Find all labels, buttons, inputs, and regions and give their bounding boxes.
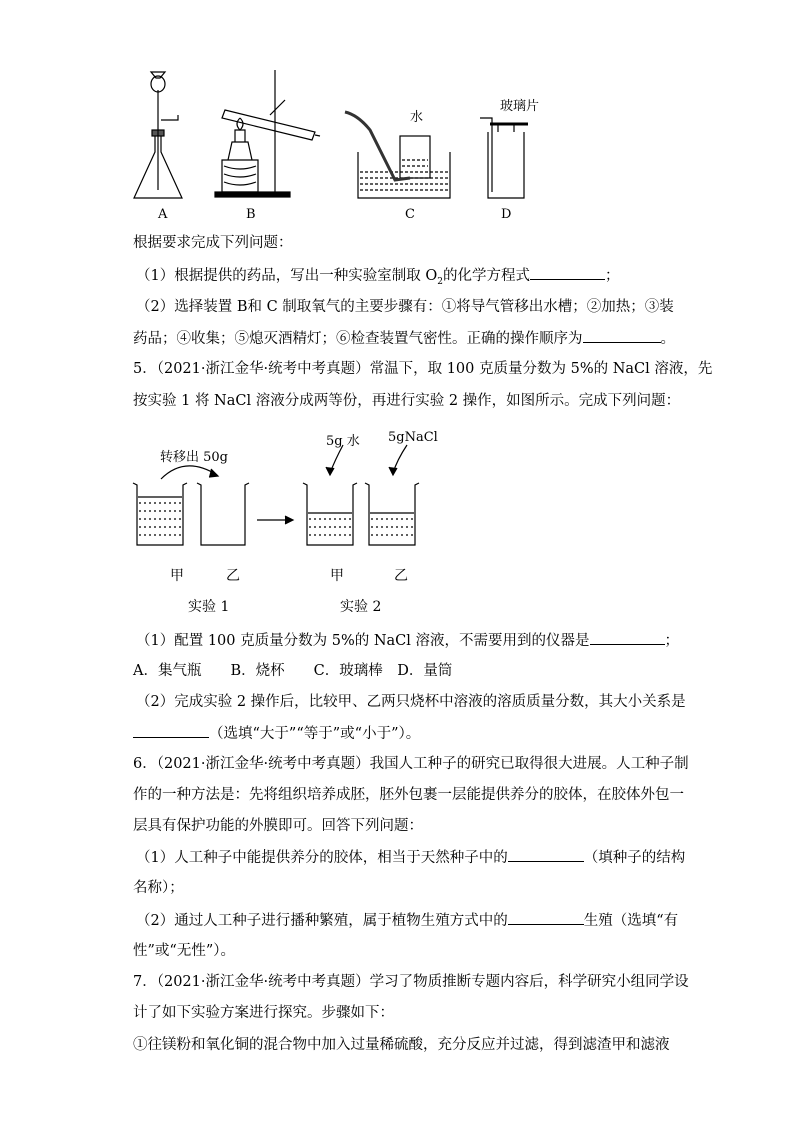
q5-part2-line2 [133, 723, 420, 744]
q4-part2-end: 。 [660, 331, 675, 347]
answer-blank-q5-2[interactable] [133, 723, 209, 738]
apparatus-b-heating [215, 70, 320, 197]
label-c: C [405, 207, 415, 222]
q4-part2-line2 [133, 328, 675, 349]
q4-part2-line1: （2）选择装置 B和 C 制取氧气的主要步骤有：①将导气管移出水槽；②加热；③装 [136, 299, 674, 315]
q4-part1-text-b: 的化学方程式 [442, 268, 530, 284]
label-yi-exp2: 乙 [394, 568, 408, 584]
q4-part1-end: ； [604, 268, 620, 284]
q6-part2-line2: 性”或“无性”）。 [133, 943, 235, 959]
q4-part1-sub: 2 [437, 276, 443, 287]
apparatus-c-trough [345, 112, 450, 198]
q6-part1-text-b: （填种子的结构 [583, 850, 686, 866]
beaker-yi-exp1 [197, 483, 249, 545]
beaker-yi-exp2 [365, 483, 419, 545]
intro-line: 根据要求完成下列问题： [133, 235, 293, 251]
label-jia-exp2: 甲 [330, 568, 344, 584]
label-a: A [158, 207, 168, 222]
answer-blank-q4-2[interactable] [583, 328, 661, 343]
q5-part1-end: ； [664, 633, 680, 649]
answer-blank-q4-1[interactable] [530, 265, 605, 280]
q6-part2-text-a: （2）通过人工种子进行播种繁殖，属于植物生殖方式中的 [136, 913, 508, 929]
q5-heading-line1: 5．（2021·浙江金华·统考中考真题）常温下，取 100 克质量分数为 5%的 NaCl 溶液，先 [133, 361, 713, 377]
q5-part1 [136, 630, 679, 651]
answer-blank-q5-1[interactable] [590, 630, 665, 645]
q5-options: A．集气瓶 B．烧杯 C．玻璃棒 D．量筒 [133, 663, 453, 679]
q6-heading-line1: 6．（2021·浙江金华·统考中考真题）我国人工种子的研究已取得很大进展。人工种子制 [133, 756, 689, 772]
q6-part2-line1 [136, 910, 678, 931]
q5-heading-line2: 按实验 1 将 NaCl 溶液分成两等份，再进行实验 2 操作，如图所示。完成下列问题： [133, 393, 681, 409]
label-d: D [501, 207, 512, 222]
q4-part2-text: 药品；④收集；⑤熄灭酒精灯；⑥检查装置气密性。正确的操作顺序为 [133, 331, 583, 347]
label-glass-plate: 玻璃片 [500, 99, 540, 114]
q7-step1: ①往镁粉和氧化铜的混合物中加入过量稀硫酸，充分反应并过滤，得到滤渣甲和滤液 [133, 1037, 670, 1053]
q6-heading-line2: 作的一种方法是：先将组织培养成胚，胚外包裹一层能提供养分的胶体，在胶体外包一 [133, 787, 684, 803]
q6-part2-text-b: 生殖（选填“有 [583, 913, 679, 929]
beaker-jia-exp1 [133, 483, 187, 545]
answer-blank-q6-1[interactable] [508, 847, 584, 862]
q5-part2-line1: （2）完成实验 2 操作后，比较甲、乙两只烧杯中溶液的溶质质量分数，其大小关系是 [136, 694, 686, 710]
solution-jia-exp1 [139, 503, 181, 535]
q6-part1-text-a: （1）人工种子中能提供养分的胶体，相当于天然种子中的 [136, 850, 508, 866]
q7-heading-line1: 7．（2021·浙江金华·统考中考真题）学习了物质推断专题内容后，科学研究小组同学设 [133, 974, 689, 990]
label-experiment-2: 实验 2 [340, 599, 382, 615]
q4-part1-text-a: （1）根据提供的药品，写出一种实验室制取 O [136, 268, 438, 284]
q5-part1-text: （1）配置 100 克质量分数为 5%的 NaCl 溶液，不需要用到的仪器是 [136, 633, 590, 649]
label-water: 水 [410, 110, 424, 125]
label-jia-exp1: 甲 [170, 568, 184, 584]
beaker-jia-exp2 [303, 483, 357, 545]
label-5g-nacl: 5gNaCl [388, 430, 438, 445]
q6-part1-line1 [136, 847, 685, 868]
q6-heading-line3: 层具有保护功能的外膜即可。回答下列问题： [133, 818, 423, 834]
answer-blank-q6-2[interactable] [508, 910, 584, 925]
apparatus-a-flask [134, 72, 182, 198]
transfer-arrow [161, 466, 217, 479]
q6-part1-line2: 名称）； [133, 880, 184, 896]
label-5g-water: 5g 水 [326, 434, 360, 449]
label-yi-exp1: 乙 [226, 568, 240, 584]
apparatus-figure [120, 60, 560, 230]
label-transfer-50g: 转移出 50g [160, 450, 228, 465]
label-experiment-1: 实验 1 [188, 599, 230, 615]
q4-part1 [136, 265, 619, 292]
label-b: B [246, 207, 256, 222]
apparatus-d-gasjar [480, 118, 528, 198]
q5-part2-text: （选填“大于”“等于”或“小于”）。 [209, 726, 421, 742]
q7-heading-line2: 计了如下实验方案进行探究。步骤如下： [133, 1005, 394, 1021]
